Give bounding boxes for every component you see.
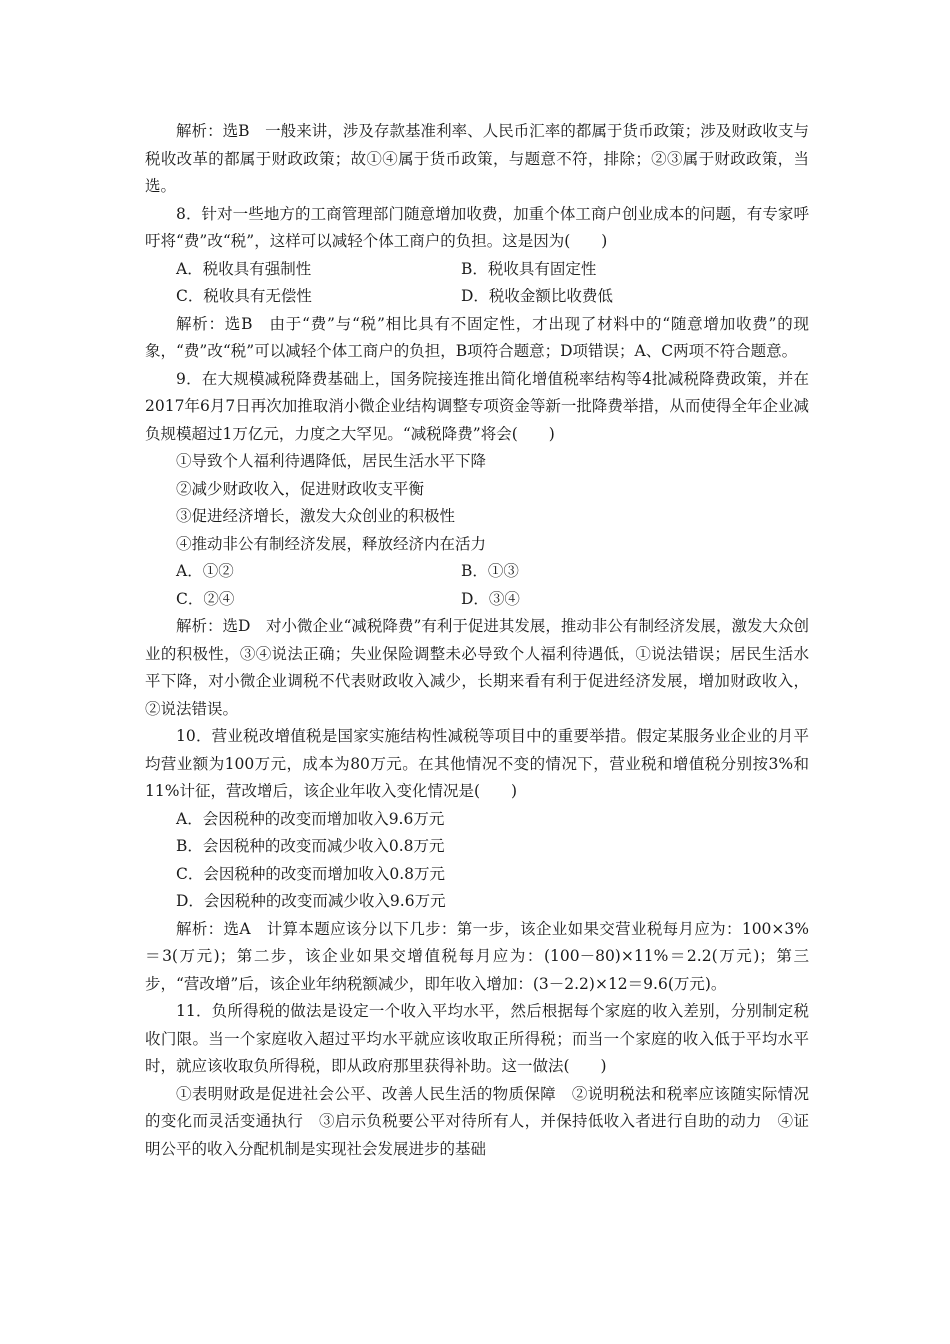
q10-analysis: 解析：选A 计算本题应该分以下几步：第一步，该企业如果交营业税每月应为：100×3%＝3(万元)；第二步，该企业如果交增值税每月应为：(100－80)×11%＝2.2(万元)；第三步，“营改增”后，该企业年纳税额减少，即年收入增加：(3－2.2)×12＝9.6(万元)。 [145,919,809,993]
q11-stem: 11．负所得税的做法是设定一个收入平均水平，然后根据每个家庭的收入差别，分别制定税收门限。当一个家庭收入超过平均水平就应该收取正所得税；而当一个家庭的收入低于平均水平时，就应该收取负所得税，即从政府那里获得补助。这一做法( ) [145,1002,809,1075]
q10-option-d: D．会因税种的改变而减少收入9.6万元 [176,892,446,910]
q11-items: ①表明财政是促进社会公平、改善人民生活的物质保障 ②说明税法和税率应该随实际情况的变化而灵活变通执行 ③启示负税要公平对待所有人，并保持低收入者进行自助的动力 ④证明公平的收入分配机制是实现社会发展进步的基础 [145,1084,809,1158]
q9-analysis: 解析：选D 对小微企业“减税降费”有利于促进其发展，推动非公有制经济发展，激发大众创业的积极性，③④说法正确；失业保险调整未必导致个人福利待遇低，①说法错误；居民生活水平下降，对小微企业调税不代表财政收入减少，长期来看有利于促进经济发展，增加财政收入，②说法错误。 [145,617,809,718]
q8-option-a: A．税收具有强制性 [176,259,312,278]
q10-option-a: A．会因税种的改变而增加收入9.6万元 [176,809,445,828]
document-body [145,118,809,1163]
q8-options-row-2 [145,283,809,311]
q10-stem: 10．营业税改增值税是国家实施结构性减税等项目中的重要举措。假定某服务业企业的月平均营业额为100万元，成本为80万元。在其他情况不变的情况下，营业税和增值税分别按3%和11%计征，营改增后，该企业年收入变化情况是( ) [145,727,809,800]
q10-option-b: B．会因税种的改变而减少收入0.8万元 [176,837,445,855]
q9-item-3: ③促进经济增长，激发大众创业的积极性 [176,507,456,525]
q9-item-1: ①导致个人福利待遇降低，居民生活水平下降 [176,452,487,470]
q8-option-c: C．税收具有无偿性 [176,287,312,305]
q10-option-c: C．会因税种的改变而增加收入0.8万元 [176,864,446,883]
q7-analysis: 解析：选B 一般来讲，涉及存款基准利率、人民币汇率的都属于货币政策；涉及财政收支与税收改革的都属于财政政策；故①④属于货币政策，与题意不符，排除；②③属于财政政策，当选。 [145,122,809,195]
q8-stem: 8．针对一些地方的工商管理部门随意增加收费，加重个体工商户创业成本的问题，有专家呼吁将“费”改“税”，这样可以减轻个体工商户的负担。这是因为( ) [145,204,809,250]
q9-options-row-1 [145,558,809,586]
q8-option-d: D．税收金额比收费低 [461,287,613,305]
q9-item-4: ④推动非公有制经济发展，释放经济内在活力 [176,534,487,553]
q9-option-a: A．①② [176,562,234,580]
q9-option-d: D．③④ [461,589,520,608]
q9-stem: 9．在大规模减税降费基础上，国务院接连推出简化增值税率结构等4批减税降费政策，并在2017年6月7日再次加推取消小微企业结构调整专项资金等新一批降费举措，从而使得全年企业减负规模超过1万亿元，力度之大罕见。“减税降费”将会( ) [145,369,809,443]
q8-analysis: 解析：选B 由于“费”与“税”相比具有不固定性，才出现了材料中的“随意增加收费”的现象，“费”改“税”可以减轻个体工商户的负担，B项符合题意；D项错误；A、C两项不符合题意。 [145,314,809,360]
q9-item-2: ②减少财政收入，促进财政收支平衡 [176,479,425,498]
q9-options-row-2 [145,586,809,614]
q9-option-c: C．②④ [176,589,235,608]
q8-options-row-1 [145,256,809,284]
q9-option-b: B．①③ [461,562,519,580]
q8-option-b: B．税收具有固定性 [461,259,597,278]
